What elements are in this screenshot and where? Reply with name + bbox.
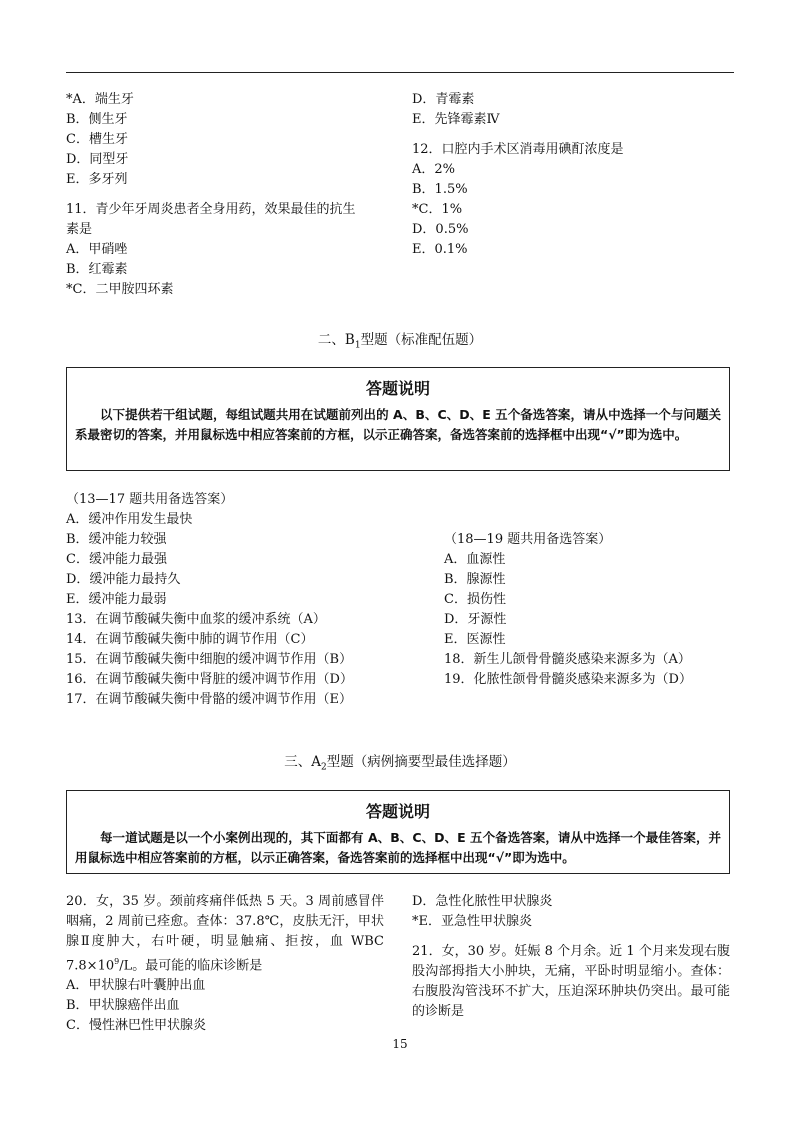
option-line: *E．亚急性甲状腺炎	[412, 914, 532, 929]
option-line: B．缓冲能力较强	[66, 532, 167, 547]
group-header: （13—17 题共用备选答案）	[66, 492, 234, 507]
instruction-title: 答题说明	[365, 802, 430, 821]
option-line: E．医源性	[444, 632, 506, 647]
section-3-title: 三、$A_2$型题（病例摘要型最佳选择题）	[284, 754, 516, 773]
question-line: 18．新生儿颌骨骨髓炎感染来源多为（A）	[444, 652, 691, 667]
instruction-text: 以下提供若干组试题，每组试题共用在试题前列出的 A、B、C、D、E 五个备选答案，请从中选择一个与问题关系最密切的答案，并用鼠标选中相应答案前的方框，以示正确答案，备选答案前的选择框中出现“√”即为选中。	[75, 407, 721, 442]
option-line: *A．端生牙	[66, 92, 134, 107]
question-11-stem: 11．青少年牙周炎患者全身用药，效果最佳的抗生素是	[66, 202, 356, 237]
option-line: C．槽生牙	[66, 132, 128, 147]
option-line: A．甲硝唑	[66, 242, 128, 257]
header-rule	[66, 72, 734, 73]
option-line: D．牙源性	[444, 612, 507, 627]
question-20	[66, 892, 384, 1036]
question-line: 15．在调节酸碱失衡中细胞的缓冲调节作用（B）	[66, 652, 353, 667]
option-line: A．血源性	[444, 552, 506, 567]
option-line: C．损伤性	[444, 592, 506, 607]
page-number: 15	[392, 1037, 408, 1051]
top-right-column	[412, 90, 732, 260]
option-line: D．缓冲能力最持久	[66, 572, 181, 587]
option-line: B．1.5%	[412, 182, 468, 197]
option-line: D．急性化脓性甲状腺炎	[412, 894, 553, 909]
option-line: B．甲状腺癌伴出血	[66, 998, 180, 1014]
option-line: B．侧生牙	[66, 112, 128, 127]
option-line: D．青霉素	[412, 92, 475, 107]
question-21-stem: 21．女，30 岁。妊娠 8 个月余。近 1 个月来发现右腹股沟部拇指大小肿块，无痛，平卧时明显缩小。查体：右腹股沟管浅环不扩大，压迫深环肿块仍突出。最可能的诊断是	[412, 944, 730, 1019]
instruction-text: 每一道试题是以一个小案例出现的，其下面都有 A、B、C、D、E 五个备选答案，请从中选择一个最佳答案，并用鼠标选中相应答案前的方框，以示正确答案，备选答案前的选择框中出现“√”即为选中。	[75, 830, 721, 865]
question-line: 14．在调节酸碱失衡中肺的调节作用（C）	[66, 632, 314, 647]
instruction-title: 答题说明	[365, 379, 430, 398]
group-13-17	[66, 490, 426, 710]
option-line: B．腺源性	[444, 572, 506, 587]
question-line: 13．在调节酸碱失衡中血浆的缓冲系统（A）	[66, 612, 326, 627]
group-header: （18—19 题共用备选答案）	[444, 532, 612, 547]
option-line: A．2%	[412, 162, 456, 177]
option-line: E．0.1%	[412, 242, 468, 257]
option-line: D．0.5%	[412, 222, 469, 237]
option-line: E．缓冲能力最弱	[66, 592, 167, 607]
option-line: *C．1%	[412, 202, 463, 217]
right-column-bottom	[412, 892, 730, 1022]
option-line: *C．二甲胺四环素	[66, 282, 174, 297]
section-2-title: 二、$B_1$型题（标准配伍题）	[317, 332, 483, 351]
option-line: C．慢性淋巴性甲状腺炎	[66, 1018, 206, 1034]
option-line: B．红霉素	[66, 262, 128, 277]
question-line: 19．化脓性颌骨骨髓炎感染来源多为（D）	[444, 672, 692, 687]
question-line: 16．在调节酸碱失衡中肾脏的缓冲调节作用（D）	[66, 672, 353, 687]
question-line: 17．在调节酸碱失衡中骨骼的缓冲调节作用（E）	[66, 692, 353, 707]
option-line: D．同型牙	[66, 152, 129, 167]
instruction-box-b1	[66, 367, 730, 471]
question-20-stem: 20．女，35 岁。颈前疼痛伴低热 5 天。3 周前感冒伴咽痛，2 周前已痊愈。查体：37.8℃，皮肤无汗，甲状腺Ⅱ度肿大，右叶硬，明显触痛、拒按，血 WBC $7.8\times 10^9/L$。最可能的临床诊断是	[66, 894, 384, 974]
group-18-19	[444, 530, 744, 690]
option-line: A．甲状腺右叶囊肿出血	[66, 978, 206, 994]
option-line: E．先锋霉素Ⅳ	[412, 112, 500, 127]
instruction-box-a2	[66, 790, 730, 874]
question-12-stem: 12．口腔内手术区消毒用碘酊浓度是	[412, 142, 624, 157]
option-line: C．缓冲能力最强	[66, 552, 167, 567]
option-line: A．缓冲作用发生最快	[66, 512, 193, 527]
option-line: E．多牙列	[66, 172, 128, 187]
top-left-column	[66, 90, 396, 300]
